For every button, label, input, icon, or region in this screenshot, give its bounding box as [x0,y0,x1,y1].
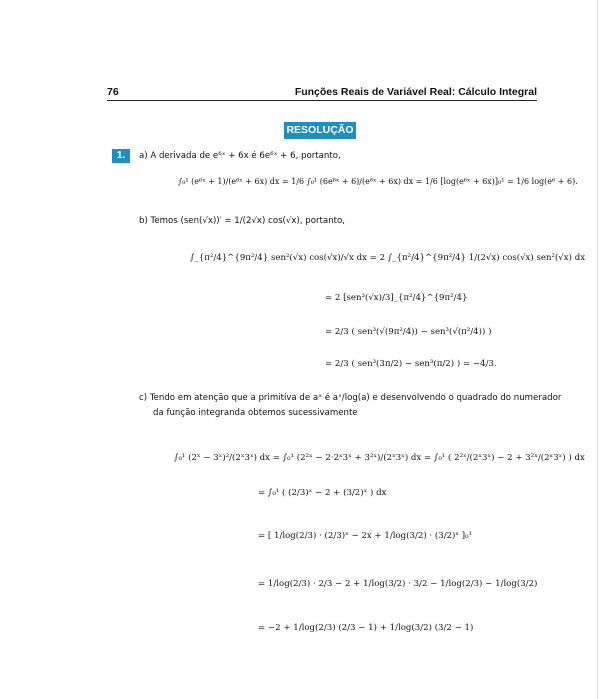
page-edge [597,0,598,699]
part-b-equation-2: = 2 [sen³(√x)/3]_{π²/4}^{9π²/4} [325,293,468,303]
part-b-equation-1: ∫_{π²/4}^{9π²/4} sen²(√x) cos(√x)/√x dx = 2 ∫_{π²/4}^{9π²/4} 1/(2√x) cos(√x) sen²(√x) dx [190,253,586,263]
part-b-text: Temos (sen(√x))′ = 1/(2√x) cos(√x), portanto, [150,216,345,226]
part-a-intro [139,150,341,162]
part-a-text: A derivada de e⁶ˣ + 6x é 6e⁶ˣ + 6, portanto, [150,151,341,161]
resolution-banner: RESOLUÇÃO [284,122,356,139]
part-c-equation-1: ∫₀¹ (2ˣ − 3ˣ)²/(2ˣ3ˣ) dx = ∫₀¹ (2²ˣ − 2·2ˣ3ˣ + 3²ˣ)/(2ˣ3ˣ) dx = ∫₀¹ ( 2²ˣ/(2ˣ3ˣ) − 2 + 3²ˣ/(2ˣ3ˣ) ) dx [174,453,585,463]
part-c-equation-2: = ∫₀¹ ( (2/3)ˣ − 2 + (3/2)ˣ ) dx [258,488,387,498]
page-number: 76 [107,86,119,98]
part-c-text-1: Tendo em atenção que a primitiva de aˣ é aˣ/log(a) e desenvolvendo o quadrado do numerador [149,393,562,403]
part-c-label: c) [139,393,148,403]
part-c-equation-5: = −2 + 1/log(2/3) (2/3 − 1) + 1/log(3/2) (3/2 − 1) [258,623,474,633]
header-rule [107,100,537,101]
part-c-equation-4: = 1/log(2/3) · 2/3 − 2 + 1/log(3/2) · 3/2 − 1/log(2/3) − 1/log(3/2) [258,579,538,589]
part-b-label: b) [139,216,148,226]
part-b-equation-3: = 2/3 ( sen³(√(9π²/4)) − sen³(√(π²/4)) ) [325,327,492,337]
exercise-number: 1. [112,149,130,163]
part-b-intro [139,215,345,227]
part-c-intro-line-2: da função integranda obtemos sucessivamente [153,408,358,418]
part-a-label: a) [139,151,148,161]
running-header [107,86,537,98]
chapter-title: Funções Reais de Variável Real: Cálculo Integral [294,86,537,98]
part-a-equation: ∫₀¹ (e⁶ˣ + 1)/(e⁶ˣ + 6x) dx = 1/6 ∫₀¹ (6e⁶ˣ + 6)/(e⁶ˣ + 6x) dx = 1/6 [log(e⁶ˣ + 6x)]₀¹ = 1/6 log(e⁶ + 6). [178,177,578,186]
part-c-intro-line-1 [139,392,561,404]
part-c-equation-3: = [ 1/log(2/3) · (2/3)ˣ − 2x + 1/log(3/2) · (3/2)ˣ ]₀¹ [258,531,473,541]
part-b-equation-4: = 2/3 ( sen³(3π/2) − sen³(π/2) ) = −4/3. [325,359,497,369]
